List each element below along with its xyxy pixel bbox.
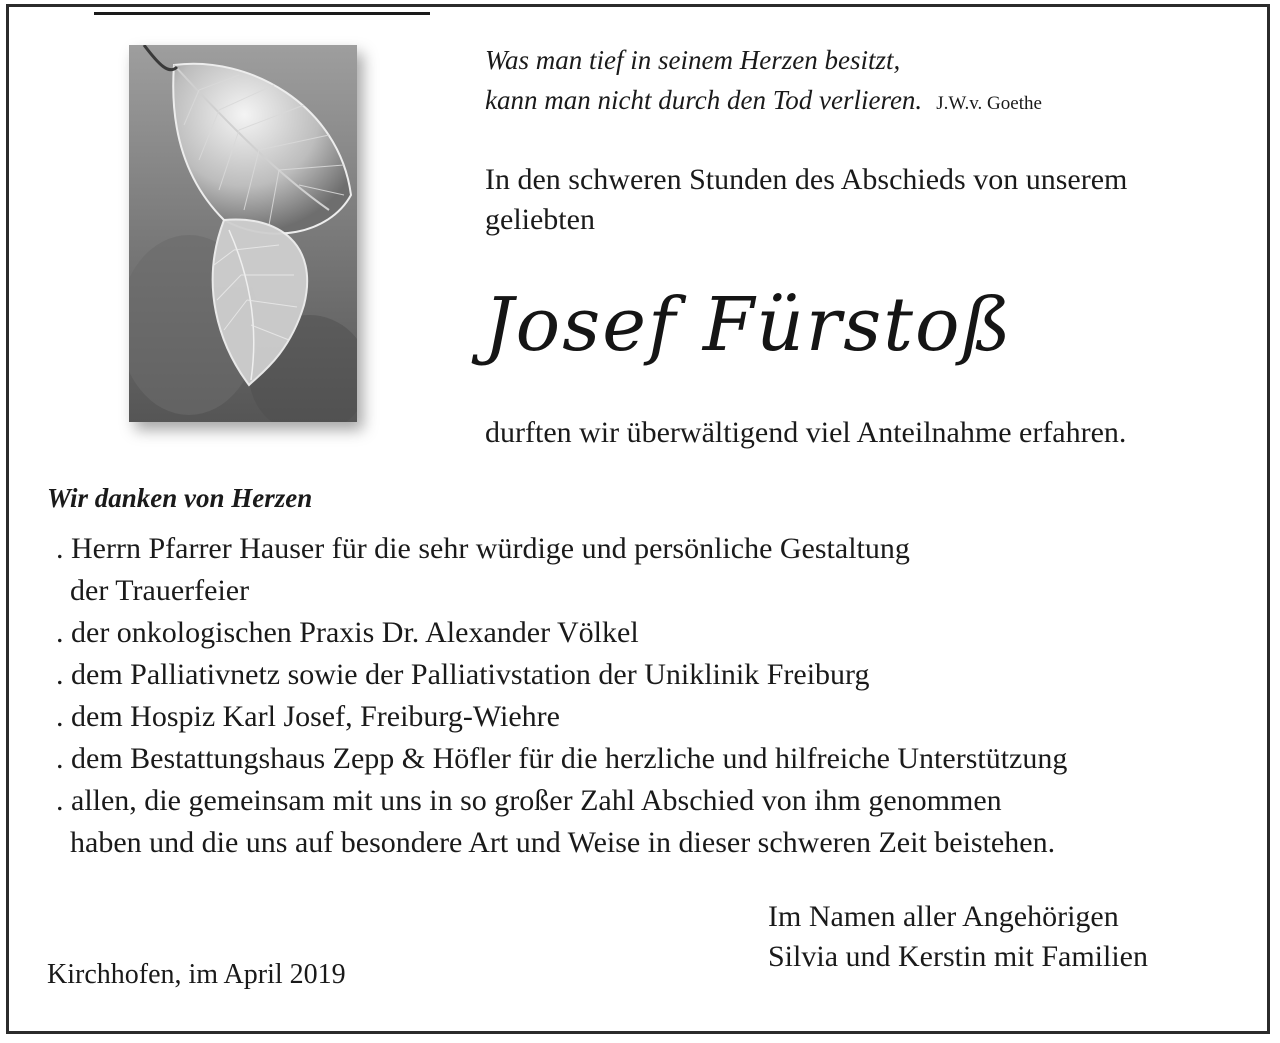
goethe-quote [485, 40, 1042, 124]
list-item: der Trauerfeier [70, 574, 250, 607]
top-rule [94, 12, 430, 15]
intro-line-1: In den schweren Stunden des Abschieds von unserem [485, 163, 1128, 196]
list-item: . Herrn Pfarrer Hauser für die sehr würdige und persönliche Gestaltung [56, 532, 910, 565]
list-item: . der onkologischen Praxis Dr. Alexander Völkel [56, 616, 639, 649]
list-item: . dem Hospiz Karl Josef, Freiburg-Wiehre [56, 700, 560, 733]
intro-text [485, 160, 1127, 240]
condolence-sentence: durften wir überwältigend viel Anteilnahme erfahren. [485, 416, 1127, 449]
list-item: . dem Palliativnetz sowie der Palliativstation der Uniklinik Freiburg [56, 658, 870, 691]
leaf-icon [129, 45, 357, 422]
deceased-name: Josef Fürstoß [484, 282, 1013, 368]
thanks-list [56, 528, 1067, 864]
list-item: . allen, die gemeinsam mit uns in so großer Zahl Abschied von ihm genommen [56, 784, 1002, 817]
quote-author: J.W.v. Goethe [936, 93, 1042, 114]
place-date: Kirchhofen, im April 2019 [47, 959, 346, 990]
thanks-heading: Wir danken von Herzen [47, 483, 313, 513]
quote-line-2 [485, 80, 1042, 124]
list-item: . dem Bestattungshaus Zepp & Höfler für die herzliche und hilfreiche Unterstützung [56, 742, 1068, 775]
list-item: haben und die uns auf besondere Art und Weise in dieser schweren Zeit beistehen. [70, 826, 1056, 859]
closing-line-2: Silvia und Kerstin mit Familien [768, 940, 1148, 973]
quote-line-1: Was man tief in seinem Herzen besitzt, [485, 45, 901, 75]
leaf-photo [129, 45, 357, 422]
intro-line-2: geliebten [485, 203, 595, 236]
quote-line-2-text: kann man nicht durch den Tod verlieren. [485, 85, 923, 115]
closing-line-1: Im Namen aller Angehörigen [768, 900, 1119, 933]
signature-block [768, 897, 1148, 977]
